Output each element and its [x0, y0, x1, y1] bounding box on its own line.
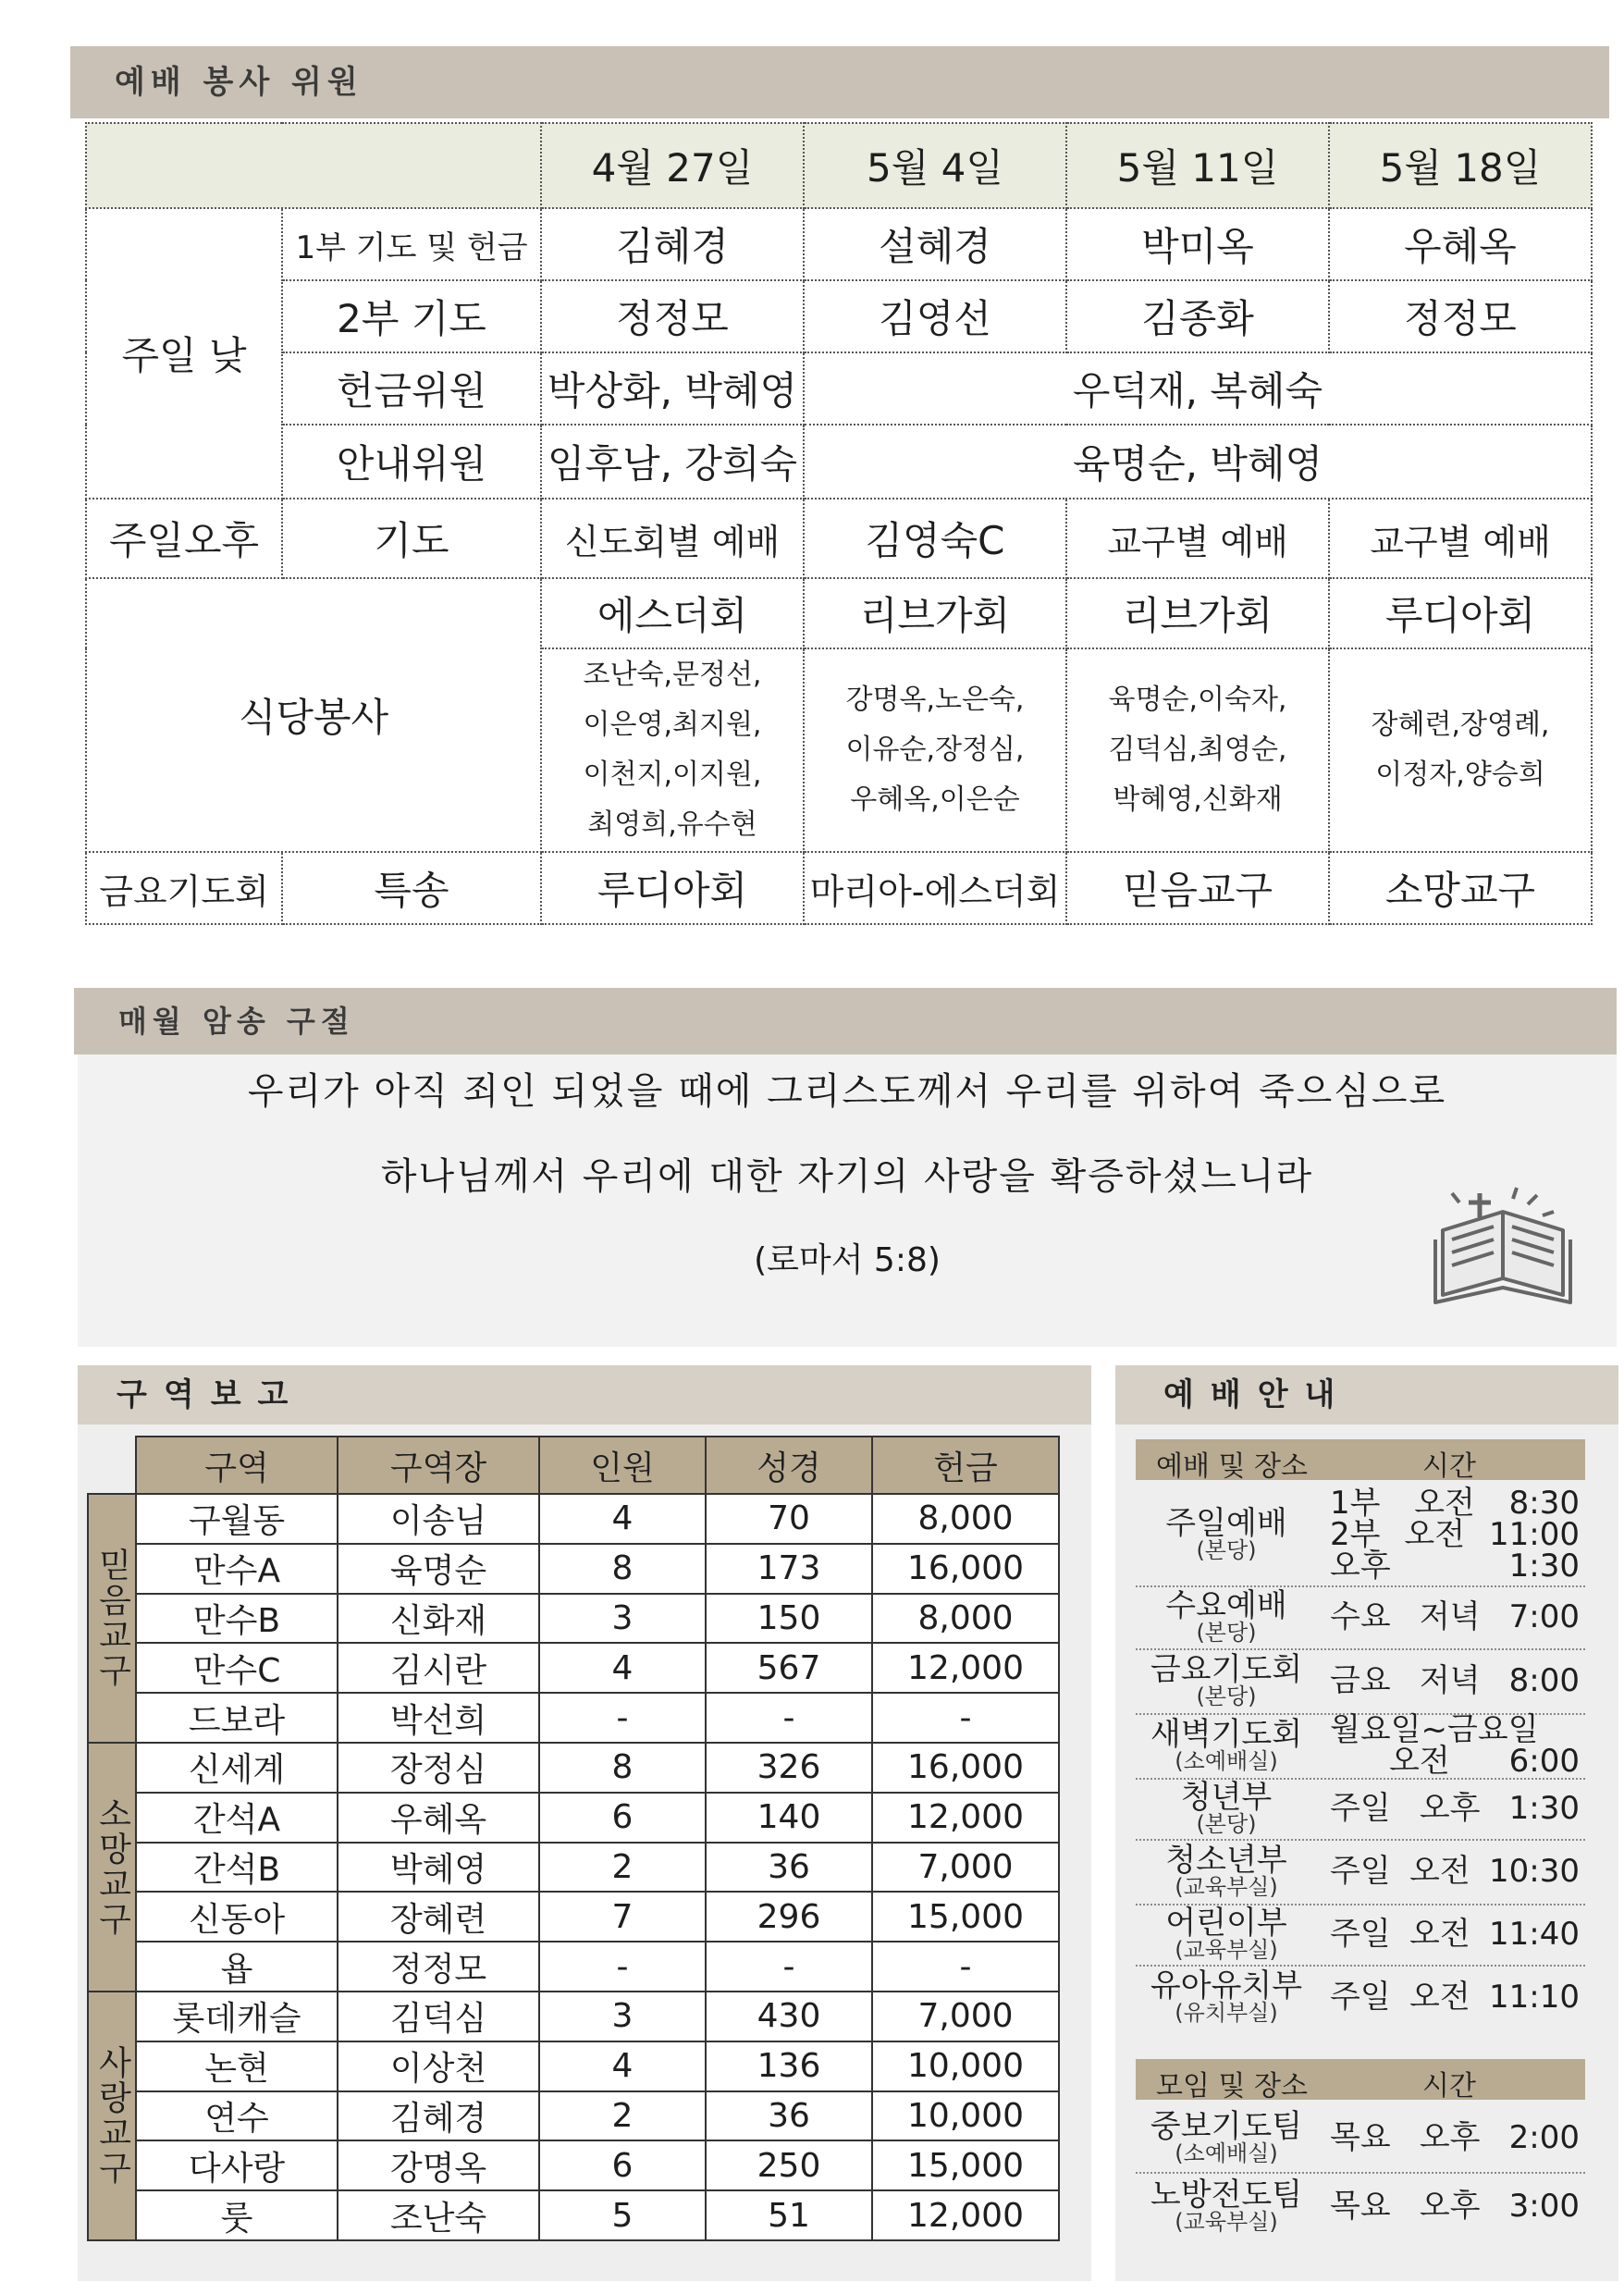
report-cell: 강명옥 — [338, 2140, 539, 2190]
guide-time-part: 1부 — [1330, 1485, 1381, 1522]
guide-time-line — [1330, 2188, 1580, 2225]
report-cell: 8,000 — [872, 1494, 1059, 1544]
report-cell: 만수A — [136, 1544, 338, 1594]
table-row — [88, 1992, 1059, 2041]
col-header: 구역장 — [338, 1437, 539, 1494]
friday-cell: 루디아회 — [541, 852, 804, 924]
district-group-label: 소망교구 — [88, 1743, 136, 1992]
col-header: 구역 — [136, 1437, 338, 1494]
report-cell: 만수C — [136, 1643, 338, 1693]
guide-service-place: (본당) — [1196, 1811, 1257, 1837]
report-cell: 5 — [539, 2190, 706, 2240]
report-cell: 36 — [706, 2091, 872, 2141]
report-cell: 16,000 — [872, 1544, 1059, 1594]
guide-service-place: (교육부실) — [1175, 2209, 1278, 2235]
report-cell: - — [706, 1942, 872, 1992]
sunday-pm-cell: 교구별 예배 — [1066, 499, 1329, 578]
report-cell: 간석B — [136, 1843, 338, 1893]
report-cell: 3 — [539, 1594, 706, 1644]
guide-row — [1136, 1585, 1585, 1648]
guide-time — [1330, 2119, 1580, 2156]
guide-time-part: 11:00 — [1489, 1516, 1580, 1553]
report-cell: 신세계 — [136, 1743, 338, 1793]
verse-reference: (로마서 5:8) — [754, 1241, 941, 1279]
guide-time — [1330, 1979, 1580, 2016]
report-cell: 박선희 — [338, 1693, 539, 1743]
guide-service-place: (교육부실) — [1175, 1937, 1278, 1963]
district-group-label: 믿음교구 — [88, 1494, 136, 1743]
guide-service-name: 청년부 — [1180, 1779, 1273, 1816]
guide-time-line — [1330, 1979, 1580, 2016]
offering-label: 헌금위원 — [282, 352, 541, 425]
guide-header-meetings: 모임 및 장소 시간 — [1136, 2059, 1585, 2100]
guide-time-line — [1330, 1662, 1580, 1699]
guide-time-part: 오후 — [1419, 1790, 1481, 1827]
report-cell: 김시란 — [338, 1643, 539, 1693]
guide-time-part: 목요 — [1330, 2188, 1391, 2225]
kitchen-group: 루디아회 — [1329, 578, 1592, 648]
report-cell: 4 — [539, 1494, 706, 1544]
guide-time-part: 오전 — [1409, 1853, 1470, 1890]
date-header: 5월 18일 — [1329, 123, 1592, 208]
guide-time-part: 2부 — [1330, 1516, 1381, 1553]
report-cell: 2 — [539, 1843, 706, 1893]
guide-time-part: 오전 — [1404, 1516, 1466, 1553]
guide-service-place: (소예배실) — [1175, 2140, 1278, 2166]
guide-time — [1330, 2188, 1580, 2225]
guide-name — [1136, 2179, 1317, 2233]
report-cell: 구월동 — [136, 1494, 338, 1544]
report-cell: 150 — [706, 1594, 872, 1644]
report-cell: 15,000 — [872, 2140, 1059, 2190]
guide-name — [1136, 1587, 1317, 1646]
report-cell: 연수 — [136, 2091, 338, 2141]
second-prayer-cell: 김종화 — [1066, 280, 1329, 352]
report-cell: 4 — [539, 1643, 706, 1693]
guide-time-line — [1330, 1548, 1580, 1585]
kitchen-label: 식당봉사 — [86, 578, 541, 852]
table-row — [88, 1693, 1059, 1743]
report-cell: 박혜영 — [338, 1843, 539, 1893]
guide-time — [1330, 1853, 1580, 1890]
sunday-pm-label: 주일오후 — [86, 499, 282, 578]
friday-cell: 마리아-에스더회 — [804, 852, 1066, 924]
date-header: 4월 27일 — [541, 123, 804, 208]
usher-cell: 육명순, 박혜영 — [804, 425, 1592, 499]
guide-time-part: 목요 — [1330, 2119, 1391, 2156]
report-cell: 70 — [706, 1494, 872, 1544]
guide-time-line — [1330, 1485, 1580, 1522]
report-cell: 10,000 — [872, 2041, 1059, 2091]
kitchen-members: 육명순,이숙자, 김덕심,최영순, 박혜영,신화재 — [1066, 648, 1329, 852]
report-cell: 296 — [706, 1892, 872, 1942]
kitchen-members: 조난숙,문정선, 이은영,최지원, 이천지,이지원, 최영희,유수현 — [541, 648, 804, 852]
report-cell: 7,000 — [872, 1843, 1059, 1893]
report-cell: 10,000 — [872, 2091, 1059, 2141]
report-cell: - — [539, 1693, 706, 1743]
table-row — [88, 1793, 1059, 1843]
kitchen-group: 에스더회 — [541, 578, 804, 648]
report-cell: 롯데캐슬 — [136, 1992, 338, 2041]
report-cell: 15,000 — [872, 1892, 1059, 1942]
guide-time-line — [1330, 1516, 1580, 1553]
report-cell: 8 — [539, 1544, 706, 1594]
district-report-table — [87, 1436, 1060, 2241]
report-cell: 140 — [706, 1793, 872, 1843]
verse-section-title: 매월 암송 구절 — [74, 988, 1617, 1054]
report-cell: 신동아 — [136, 1892, 338, 1942]
report-cell: 드보라 — [136, 1693, 338, 1743]
guide-service-name: 금요기도회 — [1150, 1651, 1303, 1688]
guide-time-line — [1330, 1853, 1580, 1890]
report-cell: 326 — [706, 1743, 872, 1793]
guide-time-part: 금요 — [1330, 1662, 1391, 1699]
friday-cell: 소망교구 — [1329, 852, 1592, 924]
guide-service-place: (유치부실) — [1175, 2000, 1278, 2026]
guide-section-title: 예배안내 — [1115, 1365, 1618, 1424]
table-row — [88, 2091, 1059, 2141]
guide-time-line — [1330, 1711, 1580, 1748]
guide-row — [1136, 2172, 1585, 2240]
guide-time-part: 주일 — [1330, 1979, 1391, 2016]
report-cell: 4 — [539, 2041, 706, 2091]
report-cell: 욥 — [136, 1942, 338, 1992]
sunday-pm-cell: 교구별 예배 — [1329, 499, 1592, 578]
first-prayer-cell: 박미옥 — [1066, 208, 1329, 280]
report-cell: 논현 — [136, 2041, 338, 2091]
table-row — [88, 2140, 1059, 2190]
sunday-pm-prayer-label: 기도 — [282, 499, 541, 578]
guide-time-part: 8:00 — [1508, 1662, 1580, 1699]
report-cell: 136 — [706, 2041, 872, 2091]
report-cell: 우혜옥 — [338, 1793, 539, 1843]
report-cell: 장혜련 — [338, 1892, 539, 1942]
guide-row — [1136, 1484, 1585, 1585]
report-cell: - — [706, 1693, 872, 1743]
date-header: 5월 4일 — [804, 123, 1066, 208]
guide-time-part: 오후 — [1330, 1548, 1391, 1585]
guide-time-part: 6:00 — [1508, 1743, 1580, 1780]
guide-time-line — [1330, 1598, 1580, 1635]
report-cell: 173 — [706, 1544, 872, 1594]
first-prayer-cell: 우혜옥 — [1329, 208, 1592, 280]
usher-cell: 임후남, 강희숙 — [541, 425, 804, 499]
verse-line-1: 우리가 아직 죄인 되었을 때에 그리스도께서 우리를 위하여 죽으심으로 — [247, 1070, 1447, 1113]
guide-time — [1330, 1485, 1580, 1585]
table-row — [88, 1892, 1059, 1942]
second-prayer-label: 2부 기도 — [282, 280, 541, 352]
guide-time-part: 10:30 — [1489, 1853, 1580, 1890]
report-cell: 2 — [539, 2091, 706, 2141]
guide-time-part: 7:00 — [1508, 1598, 1580, 1635]
report-cell: 룻 — [136, 2190, 338, 2240]
report-cell: 6 — [539, 2140, 706, 2190]
guide-time-part: 저녁 — [1419, 1662, 1481, 1699]
guide-time — [1330, 1916, 1580, 1953]
table-row — [88, 2041, 1059, 2091]
guide-service-name: 노방전도팀 — [1150, 2177, 1303, 2214]
usher-label: 안내위원 — [282, 425, 541, 499]
guide-time-part: 오전 — [1414, 1485, 1475, 1522]
second-prayer-cell: 정정모 — [1329, 280, 1592, 352]
report-cell: 신화재 — [338, 1594, 539, 1644]
guide-time-line — [1330, 1743, 1580, 1780]
guide-service-name: 새벽기도회 — [1150, 1716, 1303, 1753]
guide-time — [1330, 1598, 1580, 1635]
report-cell: 567 — [706, 1643, 872, 1693]
report-cell: 다사랑 — [136, 2140, 338, 2190]
first-prayer-label: 1부 기도 및 헌금 — [282, 208, 541, 280]
report-cell: 이상천 — [338, 2041, 539, 2091]
date-header: 5월 11일 — [1066, 123, 1329, 208]
report-cell: 7 — [539, 1892, 706, 1942]
guide-service-name: 청소년부 — [1165, 1842, 1287, 1879]
friday-cell: 믿음교구 — [1066, 852, 1329, 924]
guide-time-line — [1330, 2119, 1580, 2156]
guide-time-part: 월요일~금요일 — [1330, 1711, 1539, 1748]
guide-service-name: 주일예배 — [1165, 1505, 1287, 1542]
report-cell: 16,000 — [872, 1743, 1059, 1793]
guide-service-place: (본당) — [1196, 1684, 1257, 1709]
report-cell: 12,000 — [872, 1793, 1059, 1843]
guide-time-part: 오전 — [1409, 1979, 1470, 2016]
sunday-pm-cell: 신도회별 예배 — [541, 499, 804, 578]
report-section-title: 구역보고 — [78, 1365, 1091, 1424]
guide-time-part: 3:00 — [1508, 2188, 1580, 2225]
guide-row — [1136, 1713, 1585, 1778]
guide-service-name: 유아유치부 — [1150, 1967, 1303, 2004]
report-cell: 간석A — [136, 1793, 338, 1843]
kitchen-members: 장혜련,장영례, 이정자,양승희 — [1329, 648, 1592, 852]
col-header: 헌금 — [872, 1437, 1059, 1494]
report-cell: 36 — [706, 1843, 872, 1893]
report-cell: - — [539, 1942, 706, 1992]
guide-time-part: 오전 — [1388, 1743, 1450, 1780]
report-cell: - — [872, 1693, 1059, 1743]
guide-time-part: 주일 — [1330, 1853, 1391, 1890]
guide-row — [1136, 1839, 1585, 1904]
report-cell: 김혜경 — [338, 2091, 539, 2141]
guide-service-place: (본당) — [1196, 1537, 1257, 1563]
second-prayer-cell: 정정모 — [541, 280, 804, 352]
guide-time-part: 주일 — [1330, 1916, 1391, 1953]
guide-row — [1136, 1778, 1585, 1839]
kitchen-group: 리브가회 — [1066, 578, 1329, 648]
guide-time-part: 8:30 — [1508, 1485, 1580, 1522]
guide-name — [1136, 1716, 1317, 1774]
guide-time-part: 오전 — [1409, 1916, 1470, 1953]
report-cell: 12,000 — [872, 2190, 1059, 2240]
guide-name — [1136, 1844, 1317, 1898]
report-cell: 이송님 — [338, 1494, 539, 1544]
report-cell: 장정심 — [338, 1743, 539, 1793]
guide-row — [1136, 2103, 1585, 2172]
report-cell: 250 — [706, 2140, 872, 2190]
guide-name — [1136, 1907, 1317, 1961]
guide-name — [1136, 1651, 1317, 1709]
guide-service-place: (소예배실) — [1175, 1748, 1278, 1774]
kitchen-members: 강명옥,노은숙, 이유순,장정심, 우혜옥,이은순 — [804, 648, 1066, 852]
guide-time-part: 주일 — [1330, 1790, 1391, 1827]
report-cell: 3 — [539, 1992, 706, 2041]
guide-time — [1330, 1711, 1580, 1780]
guide-service-place: (본당) — [1196, 1620, 1257, 1646]
first-prayer-cell: 설혜경 — [804, 208, 1066, 280]
offering-cell: 박상화, 박혜영 — [541, 352, 804, 425]
report-cell: - — [872, 1942, 1059, 1992]
friday-special-label: 특송 — [282, 852, 541, 924]
table-row — [88, 1594, 1059, 1644]
guide-name — [1136, 2108, 1317, 2166]
report-cell: 만수B — [136, 1594, 338, 1644]
guide-time-part: 오후 — [1419, 2188, 1481, 2225]
table-row — [88, 1843, 1059, 1893]
kitchen-group: 리브가회 — [804, 578, 1066, 648]
guide-time-line — [1330, 1916, 1580, 1953]
guide-row — [1136, 1904, 1585, 1965]
report-cell: 육명순 — [338, 1544, 539, 1594]
table-row — [88, 1743, 1059, 1793]
guide-service-name: 어린이부 — [1165, 1905, 1287, 1942]
table-row — [88, 2190, 1059, 2240]
first-prayer-cell: 김혜경 — [541, 208, 804, 280]
report-cell: 조난숙 — [338, 2190, 539, 2240]
corner-blank — [88, 1437, 136, 1494]
guide-time-part: 수요 — [1330, 1598, 1391, 1635]
report-cell: 12,000 — [872, 1643, 1059, 1693]
guide-name — [1136, 1967, 1317, 2026]
guide-time — [1330, 1662, 1580, 1699]
guide-time-part: 11:10 — [1489, 1979, 1580, 2016]
service-section-title: 예배 봉사 위원 — [70, 46, 1609, 118]
guide-service-place: (교육부실) — [1175, 1874, 1278, 1900]
guide-row — [1136, 1965, 1585, 2029]
guide-header-services: 예배 및 장소 시간 — [1136, 1439, 1585, 1480]
guide-name — [1136, 1779, 1317, 1837]
district-group-label: 사랑교구 — [88, 1992, 136, 2240]
guide-time — [1330, 1790, 1580, 1827]
report-cell: 7,000 — [872, 1992, 1059, 2041]
sunday-pm-cell: 김영숙C — [804, 499, 1066, 578]
sunday-day-label: 주일 낮 — [86, 208, 282, 499]
second-prayer-cell: 김영선 — [804, 280, 1066, 352]
report-cell: 김덕심 — [338, 1992, 539, 2041]
guide-time-part: 저녁 — [1419, 1598, 1481, 1635]
header-blank — [86, 123, 541, 208]
table-row — [88, 1494, 1059, 1544]
service-committee-table — [85, 122, 1593, 925]
guide-service-name: 수요예배 — [1165, 1587, 1287, 1624]
friday-label: 금요기도회 — [86, 852, 282, 924]
guide-time-part: 1:30 — [1508, 1548, 1580, 1585]
bible-icon — [1424, 1175, 1581, 1314]
report-cell: 정정모 — [338, 1942, 539, 1992]
verse-line-2: 하나님께서 우리에 대한 자기의 사랑을 확증하셨느니라 — [380, 1155, 1314, 1198]
report-cell: 51 — [706, 2190, 872, 2240]
table-row — [88, 1544, 1059, 1594]
guide-time-part: 오후 — [1419, 2119, 1481, 2156]
table-row — [88, 1942, 1059, 1992]
report-cell: 430 — [706, 1992, 872, 2041]
guide-name — [1136, 1505, 1317, 1563]
guide-time-line — [1330, 1790, 1580, 1827]
guide-time-part: 11:40 — [1489, 1916, 1580, 1953]
guide-row — [1136, 1648, 1585, 1713]
guide-time-part: 1:30 — [1508, 1790, 1580, 1827]
col-header: 인원 — [539, 1437, 706, 1494]
report-cell: 8 — [539, 1743, 706, 1793]
table-row — [88, 1643, 1059, 1693]
offering-cell: 우덕재, 복혜숙 — [804, 352, 1592, 425]
col-header: 성경 — [706, 1437, 872, 1494]
guide-service-name: 중보기도팀 — [1150, 2108, 1303, 2145]
report-cell: 8,000 — [872, 1594, 1059, 1644]
report-cell: 6 — [539, 1793, 706, 1843]
guide-time-part: 2:00 — [1508, 2119, 1580, 2156]
